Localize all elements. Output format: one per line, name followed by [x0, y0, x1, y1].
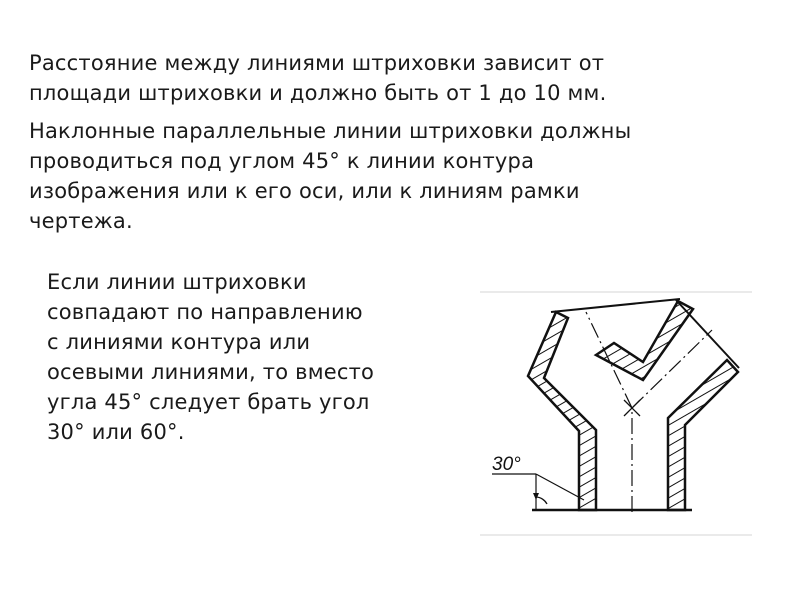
right-wall-section: [668, 360, 738, 510]
text-line: чертежа.: [29, 209, 133, 233]
text-line: угла 45° следует брать угол: [47, 390, 370, 414]
drawing-canvas: [472, 285, 762, 540]
text-line: Расстояние между линиями штриховки зависит от: [29, 51, 605, 75]
text-line: с линиями контура или: [47, 330, 311, 354]
text-line: изображения или к его оси, или к линиям рамки: [29, 179, 580, 203]
left-wall-section: [528, 312, 596, 510]
y-pipe-hatching-drawing: [472, 285, 762, 540]
text-line: осевыми линиями, то вместо: [47, 360, 375, 384]
upper-branch-end-line: [551, 299, 680, 312]
text-line: совпадают по направлению: [47, 300, 363, 324]
crotch-wall-section: [596, 301, 693, 380]
text-line: Если линии штриховки: [47, 270, 307, 294]
angle-leader-line: [536, 474, 584, 500]
text-line: Наклонные параллельные линии штриховки должны: [29, 119, 632, 143]
angle-arc: [536, 497, 547, 504]
angle-label: 30°: [492, 454, 521, 475]
paragraph-hatch-angle: [29, 116, 789, 236]
angle-arrowhead: [533, 493, 539, 500]
text-line: площади штриховки и должно быть от 1 до 10 мм.: [29, 81, 607, 105]
paragraph-hatch-spacing: [29, 48, 779, 108]
paragraph-alternate-angle: [47, 267, 467, 447]
text-line: проводиться под углом 45° к линии контура: [29, 149, 535, 173]
text-line: 30° или 60°.: [47, 420, 185, 444]
